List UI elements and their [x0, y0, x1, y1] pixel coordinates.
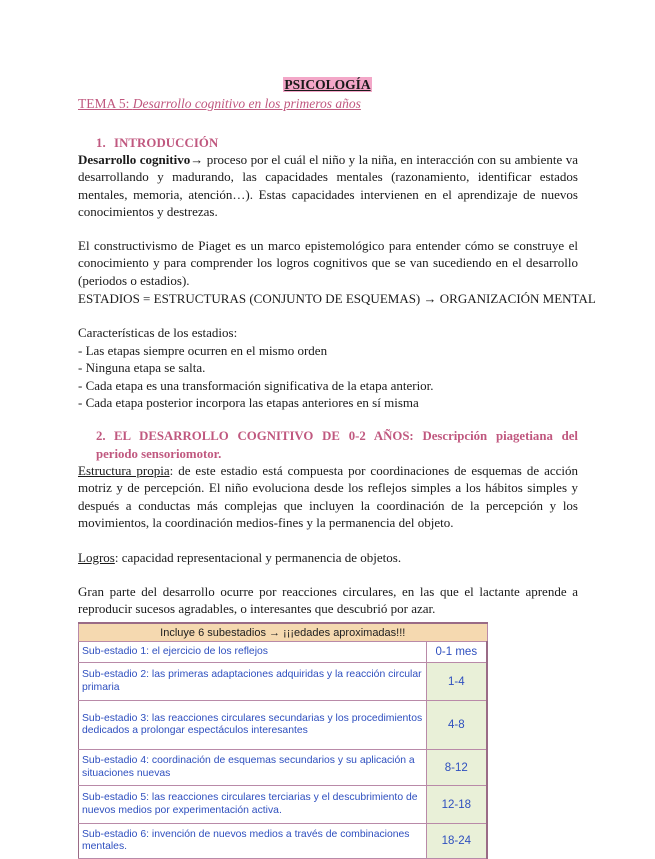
table-header-row	[79, 623, 488, 642]
characteristic-item: - Ninguna etapa se salta.	[78, 360, 206, 375]
substage-age: 1-4	[426, 663, 487, 701]
logros-paragraph: Logros: capacidad representacional y permanencia de objetos.	[78, 550, 402, 565]
substage-label: Sub-estadio 5: las reacciones circulares terciarias y el descubrimiento de nuevos medios por experimentación activa.	[79, 786, 427, 824]
topic-subtitle: TEMA 5: Desarrollo cognitivo en los primeros años	[78, 96, 361, 111]
characteristics-title: Características de los estadios:	[78, 325, 238, 340]
circular-reactions-paragraph: Gran parte del desarrollo ocurre por reacciones circulares, en las que el lactante aprende a reproducir sucesos agradables, o interesantes que descubrió por azar.	[78, 584, 578, 617]
substage-label: Sub-estadio 1: el ejercicio de los reflejos	[79, 642, 427, 663]
substage-age: 0-1 mes	[426, 642, 487, 663]
stages-equation: ESTADIOS = ESTRUCTURAS (CONJUNTO DE ESQUEMAS) → ORGANIZACIÓN MENTAL	[78, 291, 596, 306]
definition-paragraph: Desarrollo cognitivo→ proceso por el cuál el niño y la niña, en interacción con su ambiente va desarrollando y madurando, las capacidades mentales (razonamiento, identificar estados mentales, memoria, atención…). Estas capacidades intervienen en el aprendizaje de nuevos conocimientos y destrezas.	[78, 152, 578, 220]
substage-label: Sub-estadio 2: las primeras adaptaciones adquiridas y la reacción circular primaria	[79, 663, 427, 701]
table-row	[79, 824, 488, 859]
table-row	[79, 701, 488, 750]
table-header: Incluye 6 subestadios → ¡¡¡edades aproximadas!!!	[79, 623, 488, 642]
substage-label: Sub-estadio 4: coordinación de esquemas secundarios y su aplicación a situaciones nuevas	[79, 750, 427, 786]
page-title: PSICOLOGÍA	[284, 77, 371, 92]
substage-age: 4-8	[426, 701, 487, 750]
substage-age: 18-24	[426, 824, 487, 859]
table-row	[79, 663, 488, 701]
table-row	[79, 642, 488, 663]
estructura-paragraph: Estructura propia: de este estadio está compuesta por coordinaciones de esquemas de acción motriz y de percepción. El niño evoluciona desde los reflejos simples a los hábitos simples y después a conductas más complejas que incluyen la coordinación de la percepción y los movimientos, la coordinación medios-fines y la permanencia del objeto.	[78, 463, 578, 531]
section-2-heading: 2. EL DESARROLLO COGNITIVO DE 0-2 AÑOS: Descripción piagetiana del periodo sensoriomotor.	[96, 429, 578, 461]
substages-table	[78, 622, 488, 859]
section-1-heading: 1. INTRODUCCIÓN	[96, 136, 219, 150]
substage-age: 8-12	[426, 750, 487, 786]
characteristic-item: - Cada etapa posterior incorpora las etapas anteriores en sí misma	[78, 395, 419, 410]
characteristic-item: - Cada etapa es una transformación significativa de la etapa anterior.	[78, 378, 434, 393]
substage-label: Sub-estadio 6: invención de nuevos medios a través de combinaciones mentales.	[79, 824, 427, 859]
characteristic-item: - Las etapas siempre ocurren en el mismo orden	[78, 343, 328, 358]
piaget-paragraph: El constructivismo de Piaget es un marco epistemológico para entender cómo se construye el conocimiento y para comprender los logros cognitivos que se van sucediendo en el desarrollo (periodos o estadios).	[78, 238, 578, 288]
table-row	[79, 750, 488, 786]
substage-label: Sub-estadio 3: las reacciones circulares secundarias y los procedimientos dedicados a prolongar espectáculos interesantes	[79, 701, 427, 750]
substage-age: 12-18	[426, 786, 487, 824]
table-row	[79, 786, 488, 824]
